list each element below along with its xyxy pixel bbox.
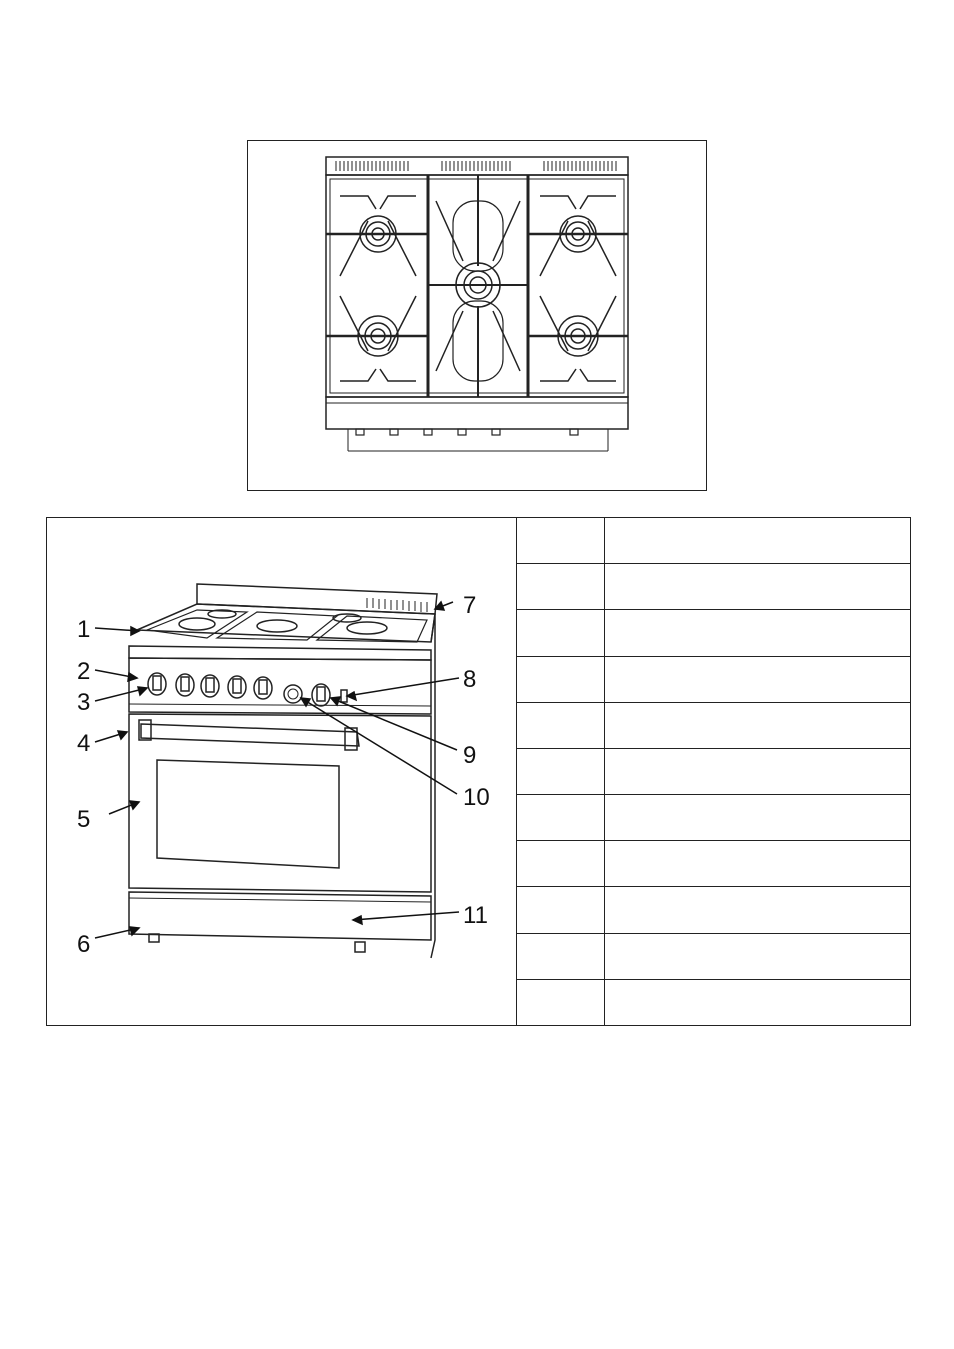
part-number-cell (517, 933, 605, 979)
part-name-cell (605, 887, 911, 933)
range-front-view-figure (47, 518, 516, 1025)
part-name-cell (605, 702, 911, 748)
table-row (517, 979, 911, 1025)
callout-10: 10 (463, 784, 490, 811)
part-number-cell (517, 656, 605, 702)
callout-3: 3 (77, 689, 91, 716)
part-number-cell (517, 979, 605, 1025)
part-name-cell (605, 841, 911, 887)
cooktop-top-view-drawing (248, 141, 708, 492)
table-row (517, 702, 911, 748)
table-row (517, 610, 911, 656)
parts-list-table (516, 518, 910, 1025)
part-name-cell (605, 979, 911, 1025)
callout-2: 2 (77, 658, 91, 685)
table-row (517, 933, 911, 979)
table-row (517, 841, 911, 887)
table-row (517, 564, 911, 610)
part-number-cell (517, 610, 605, 656)
table-row (517, 748, 911, 794)
table-row (517, 518, 911, 564)
part-name-cell (605, 933, 911, 979)
cooktop-top-view-figure (247, 140, 707, 491)
callout-8: 8 (463, 666, 477, 693)
part-name-cell (605, 795, 911, 841)
part-name-cell (605, 518, 911, 564)
part-number-cell (517, 841, 605, 887)
part-name-cell (605, 656, 911, 702)
callout-5: 5 (77, 806, 91, 833)
parts-identification-box (46, 517, 911, 1026)
callout-4: 4 (77, 730, 91, 757)
part-number-cell (517, 887, 605, 933)
part-name-cell (605, 748, 911, 794)
table-row (517, 656, 911, 702)
part-name-cell (605, 610, 911, 656)
callout-1: 1 (77, 616, 91, 643)
part-number-cell (517, 795, 605, 841)
part-name-cell (605, 564, 911, 610)
part-number-cell (517, 564, 605, 610)
table-row (517, 887, 911, 933)
table-row (517, 795, 911, 841)
range-perspective-drawing (47, 518, 516, 1025)
part-number-cell (517, 518, 605, 564)
part-number-cell (517, 702, 605, 748)
part-number-cell (517, 748, 605, 794)
callout-9: 9 (463, 742, 477, 769)
callout-7: 7 (463, 592, 477, 619)
callout-11: 11 (463, 902, 488, 929)
callout-6: 6 (77, 931, 91, 958)
